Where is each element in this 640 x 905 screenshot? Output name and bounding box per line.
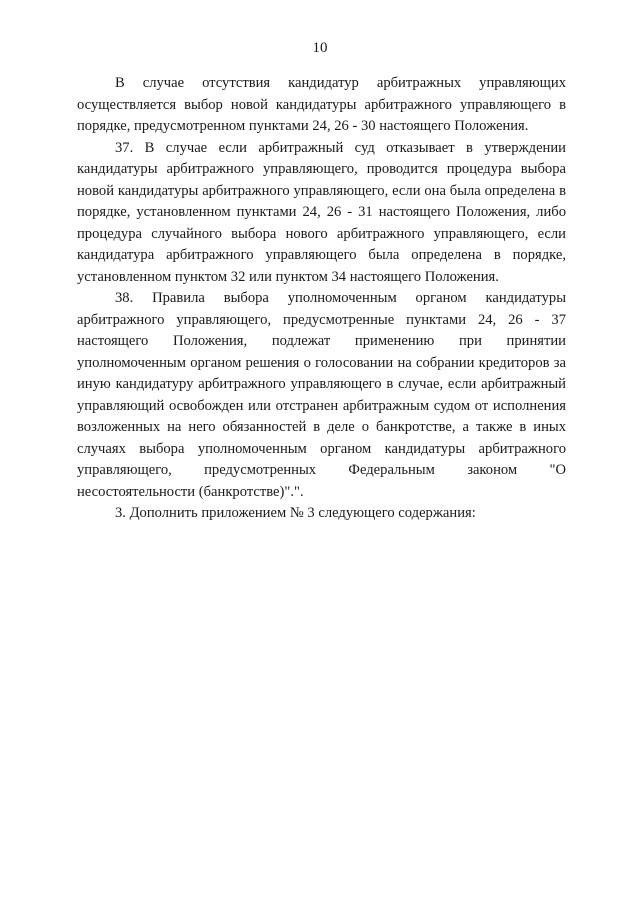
paragraph-3-appendix: 3. Дополнить приложением № 3 следующего содержания: [115, 505, 476, 521]
paragraph-no-candidates: В случае отсутствия кандидатур арбитражных управляющих осуществляется выбор новой кандидатуры арбитражного управляющего в порядке, предусмотренном пунктами 24, 26 - 30 настоящего Положения. [77, 75, 566, 134]
paragraph-38: 38. Правила выбора уполномоченным органом кандидатуры арбитражного управляющего, предусмотренные пунктами 24, 26 - 37 настоящего Положения, подлежат применению при принятии уполномоченным органом решения о голосовании на собрании кредиторов за иную кандидатуру арбитражного управляющего в случае, если арбитражный управляющий освобожден или отстранен арбитражным судом от исполнения возложенных на него обязанностей в деле о банкротстве, а также в иных случаях выбора уполномоченным органом кандидатуры арбитражного управляющего, предусмотренных Федеральным законом "О несостоятельности (банкротстве)".". [77, 290, 566, 500]
page-number: 10 [312, 40, 328, 56]
paragraph-37: 37. В случае если арбитражный суд отказывает в утверждении кандидатуры арбитражного управляющего, проводится процедура выбора новой кандидатуры арбитражного управляющего, если она была определена в порядке, установленном пунктами 24, 26 - 31 настоящего Положения, либо процедура случайного выбора нового арбитражного управляющего, если кандидатура арбитражного управляющего была определена в порядке, установленном пунктом 32 или пунктом 34 настоящего Положения. [77, 139, 566, 285]
document-body [77, 73, 566, 525]
